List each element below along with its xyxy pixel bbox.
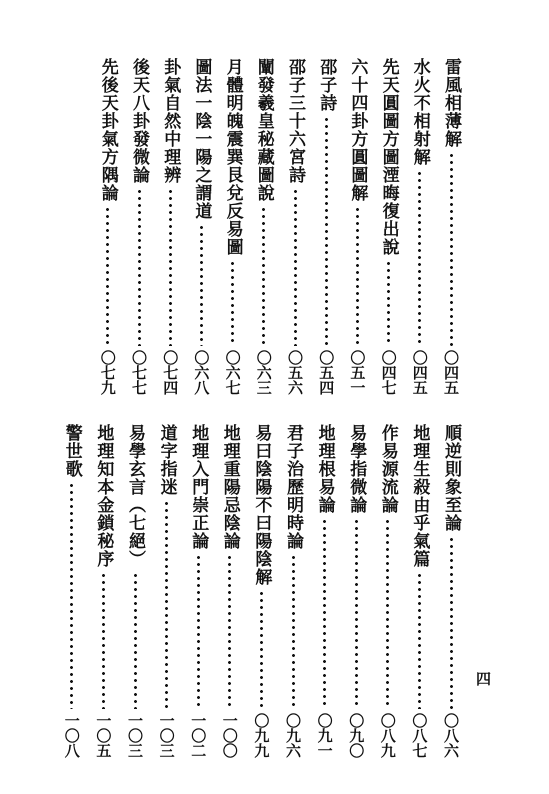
toc-entry-title: 易學指微論 <box>346 424 367 514</box>
toc-entry-title: 地理知本金鎖秘序 <box>93 424 114 568</box>
dot-leader <box>292 554 295 709</box>
toc-entry-page: 〇七九 <box>98 350 117 395</box>
toc-entry-page: 〇九〇 <box>347 713 366 758</box>
toc-entry-title: 雷風相薄解 <box>441 58 461 148</box>
toc-entry[interactable] <box>187 424 209 758</box>
dot-leader <box>169 188 172 346</box>
toc-entry[interactable] <box>222 58 244 395</box>
toc-entry[interactable] <box>377 424 399 758</box>
toc-entry[interactable] <box>345 424 367 758</box>
toc-entry[interactable] <box>92 424 114 758</box>
dot-leader <box>138 188 141 346</box>
dot-leader <box>231 260 234 346</box>
toc-entry[interactable] <box>61 424 83 758</box>
dot-leader <box>262 206 265 346</box>
toc-entry-title: 闡發羲皇秘藏圖說 <box>253 58 274 202</box>
toc-entry[interactable] <box>253 58 275 395</box>
dot-leader <box>356 206 359 346</box>
toc-entry-title: 順逆則象至論 <box>441 424 461 532</box>
toc-entry[interactable] <box>346 58 368 395</box>
toc-entry[interactable] <box>159 58 181 395</box>
toc-entry[interactable] <box>284 58 306 395</box>
dot-leader <box>294 188 297 346</box>
toc-entry-page: 〇五四 <box>317 350 336 395</box>
toc-entry-title: 先天圓圖方圖湮晦復出說 <box>378 58 399 256</box>
toc-entry-page: 一〇八 <box>62 713 81 758</box>
toc-entry-page: 〇四五 <box>410 350 429 395</box>
toc-entry-page: 〇八九 <box>378 713 397 758</box>
toc-entry-title: 圖法一陰一陽之謂道 <box>191 58 212 220</box>
toc-entry[interactable] <box>440 424 462 758</box>
dot-leader <box>228 554 231 709</box>
toc-entry[interactable] <box>314 424 336 758</box>
toc-entry-title: 卦氣自然中理辨 <box>160 58 181 184</box>
toc-entry[interactable] <box>440 58 462 395</box>
toc-entry-page: 〇七七 <box>130 350 148 395</box>
dot-leader <box>418 170 421 346</box>
toc-entry[interactable] <box>409 58 431 395</box>
toc-entry-title: 先後天卦氣方隅論 <box>97 58 118 202</box>
dot-leader <box>355 518 358 709</box>
toc-entry-title: 後天八卦發微論 <box>129 58 149 184</box>
toc-entry-page: 〇九九 <box>252 713 271 758</box>
toc-entry-page: 〇五六 <box>286 350 304 395</box>
dot-leader <box>260 590 263 709</box>
dot-leader <box>70 482 73 709</box>
toc-entry[interactable] <box>250 424 272 758</box>
toc-entry[interactable] <box>128 58 150 395</box>
toc-entry-title: 易曰陰陽不曰陽陰解 <box>251 424 272 586</box>
toc-entry-page: 〇四五 <box>442 350 460 395</box>
page-number: 四 <box>476 670 492 688</box>
toc-entry-title: 警世歌 <box>61 424 82 478</box>
toc-entry[interactable] <box>378 58 400 395</box>
toc-entry-page: 〇七四 <box>161 350 180 395</box>
toc-entry-title: 邵子詩 <box>316 58 337 112</box>
toc-entry-page: 一〇三 <box>157 713 176 758</box>
toc-entry[interactable] <box>156 424 178 758</box>
toc-entry-page: 〇九一 <box>315 713 334 758</box>
toc-entry-title: 地理重陽忌陰論 <box>219 424 240 550</box>
dot-leader <box>325 116 328 346</box>
toc-entry-page: 一〇〇 <box>220 713 239 758</box>
toc-entry-page: 〇八七 <box>410 713 429 758</box>
toc-entry-page: 一〇三 <box>126 713 144 758</box>
dot-leader <box>134 572 137 709</box>
toc-entry-title: 地理根易論 <box>314 424 335 514</box>
toc-entry-title: 水火不相射解 <box>409 58 430 166</box>
toc-entry-title: 地理入門崇正論 <box>188 424 209 550</box>
toc-entry-title: 作易源流論 <box>377 424 398 514</box>
toc-entry-title: 地理生殺由乎氣篇 <box>409 424 430 568</box>
toc-entry-title: 君子治歷明時論 <box>283 424 303 550</box>
toc-entry-title: 易學玄言（七絕） <box>125 424 145 568</box>
dot-leader <box>106 206 109 346</box>
toc-entry[interactable] <box>124 424 146 758</box>
toc-entry[interactable] <box>97 58 119 395</box>
dot-leader <box>418 572 421 709</box>
dot-leader <box>386 518 389 709</box>
toc-entry[interactable] <box>190 58 212 395</box>
toc-entry[interactable] <box>219 424 241 758</box>
toc-entry[interactable] <box>408 424 430 758</box>
toc-entry-title: 六十四卦方圓圖解 <box>347 58 368 202</box>
toc-entry-page: 〇六三 <box>254 350 273 395</box>
dot-leader <box>323 518 326 709</box>
toc-entry-page: 〇五一 <box>348 350 367 395</box>
toc-entry-title: 邵子三十六宮詩 <box>285 58 305 184</box>
toc-entry-page: 一〇二 <box>189 713 208 758</box>
dot-leader <box>450 536 453 709</box>
toc-entry-title: 道字指迷 <box>156 424 177 496</box>
dot-leader <box>200 224 203 346</box>
toc-entry-page: 〇九六 <box>284 713 302 758</box>
toc-entry[interactable] <box>315 58 337 395</box>
dot-leader <box>165 500 168 709</box>
toc-entry-page: 〇六七 <box>223 350 242 395</box>
dot-leader <box>450 152 453 346</box>
toc-entry-title: 月體明魄震巽艮兌反易圖 <box>222 58 243 256</box>
toc-entry-page: 一〇五 <box>94 713 113 758</box>
dot-leader <box>102 572 105 709</box>
toc-entry[interactable] <box>282 424 304 758</box>
toc-entry-page: 〇四七 <box>379 350 398 395</box>
toc-entry-page: 〇六八 <box>192 350 211 395</box>
dot-leader <box>197 554 200 709</box>
toc-entry-page: 〇八六 <box>442 713 460 758</box>
dot-leader <box>387 260 390 346</box>
